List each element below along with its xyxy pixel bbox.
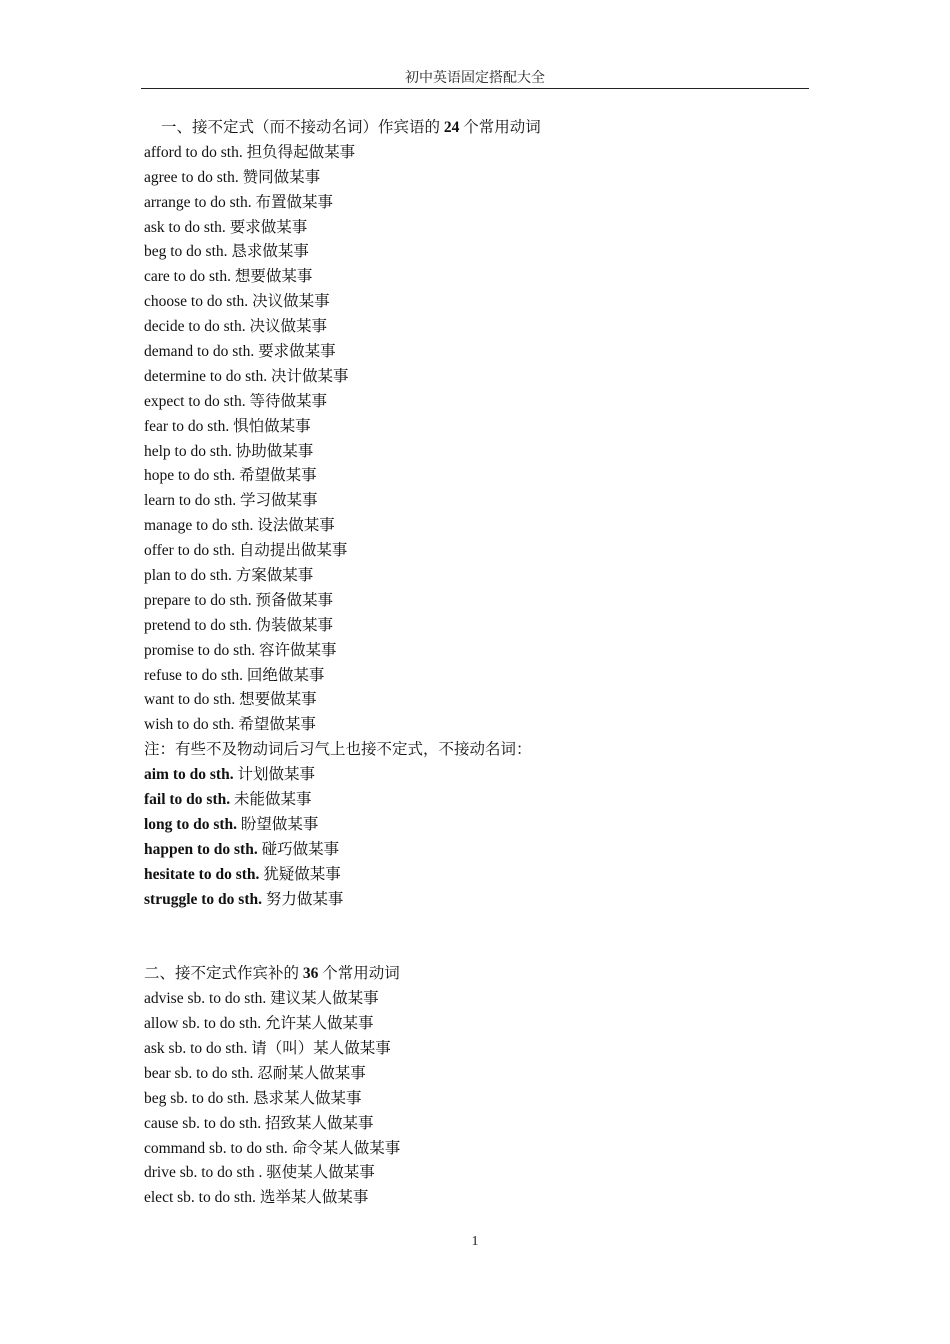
phrase-chinese: 设法做某事 <box>257 517 335 535</box>
list-item <box>144 315 794 340</box>
list-item <box>144 390 794 415</box>
phrase-english: plan to do sth. <box>144 567 232 585</box>
phrase-english: refuse to do sth. <box>144 666 244 684</box>
list-item <box>144 514 794 539</box>
phrase-chinese: 自动提出做某事 <box>238 542 348 560</box>
phrase-chinese: 预备做某事 <box>255 591 333 609</box>
list-item <box>144 664 794 689</box>
phrase-chinese: 允许某人做某事 <box>265 1015 374 1033</box>
phrase-chinese: 容许做某事 <box>258 641 337 659</box>
phrase-chinese: 驱使某人做某事 <box>266 1164 375 1182</box>
list-item <box>144 141 794 166</box>
phrase-english: care to do sth. <box>144 268 231 286</box>
phrase-chinese: 决计做某事 <box>271 367 349 385</box>
phrase-english: hesitate to do sth. <box>144 865 260 883</box>
phrase-chinese: 协助做某事 <box>235 442 314 460</box>
phrase-chinese: 决议做某事 <box>249 318 327 336</box>
phrase-english: want to do sth. <box>144 691 236 709</box>
phrase-chinese: 要求做某事 <box>258 343 336 361</box>
list-item <box>144 788 794 813</box>
phrase-english: beg sb. to do sth. <box>144 1089 250 1107</box>
phrase-english: advise sb. to do sth. <box>144 990 267 1008</box>
list-item <box>144 1062 794 1087</box>
phrase-chinese: 想要做某事 <box>239 691 317 709</box>
list-item <box>144 1087 794 1112</box>
phrase-english: arrange to do sth. <box>144 193 252 211</box>
phrase-chinese: 希望做某事 <box>238 716 316 734</box>
list-item <box>144 191 794 216</box>
phrase-chinese: 未能做某事 <box>234 791 312 809</box>
list-item <box>144 589 794 614</box>
list-item <box>144 1012 794 1037</box>
phrase-chinese: 伪装做某事 <box>255 616 334 634</box>
list-item <box>144 489 794 514</box>
phrase-english: wish to do sth. <box>144 716 235 734</box>
section-2-heading: 二、接不定式作宾补的 36 个常用动词 <box>144 965 400 983</box>
phrase-english: afford to do sth. <box>144 143 243 161</box>
page-header: 初中英语固定搭配大全 <box>405 71 545 86</box>
phrase-english: ask sb. to do sth. <box>144 1039 248 1057</box>
list-item <box>144 440 794 465</box>
phrase-chinese: 命令某人做某事 <box>291 1139 401 1157</box>
phrase-english: ask to do sth. <box>144 218 226 236</box>
page-number: 1 <box>471 1234 479 1249</box>
list-item <box>144 265 794 290</box>
phrase-chinese: 犹疑做某事 <box>263 865 341 883</box>
phrase-english: struggle to do sth. <box>144 890 262 908</box>
list-item <box>144 987 794 1012</box>
phrase-english: elect sb. to do sth. <box>144 1189 256 1207</box>
list-item <box>144 763 794 788</box>
phrase-english: choose to do sth. <box>144 293 249 311</box>
list-item <box>144 614 794 639</box>
section-1-note: 注：有些不及物动词后习气上也接不定式，不接动名词： <box>144 741 532 759</box>
phrase-english: demand to do sth. <box>144 343 255 361</box>
phrase-english: manage to do sth. <box>144 517 254 535</box>
list-item <box>144 166 794 191</box>
phrase-chinese: 担负得起做某事 <box>246 143 356 161</box>
phrase-chinese: 想要做某事 <box>234 268 313 286</box>
phrase-chinese: 方案做某事 <box>235 567 314 585</box>
phrase-english: promise to do sth. <box>144 641 256 659</box>
phrase-english: determine to do sth. <box>144 367 268 385</box>
phrase-chinese: 赞同做某事 <box>242 168 321 186</box>
phrase-chinese: 布置做某事 <box>255 193 333 211</box>
list-item <box>144 1137 794 1162</box>
phrase-chinese: 招致某人做某事 <box>264 1114 374 1132</box>
list-item <box>144 813 794 838</box>
phrase-english: learn to do sth. <box>144 492 237 510</box>
phrase-english: happen to do sth. <box>144 840 258 858</box>
list-item <box>144 464 794 489</box>
phrase-english: prepare to do sth. <box>144 591 252 609</box>
phrase-english: decide to do sth. <box>144 318 246 336</box>
list-item <box>144 1161 794 1186</box>
section-2-list <box>144 987 794 1211</box>
phrase-english: expect to do sth. <box>144 392 246 410</box>
phrase-chinese: 希望做某事 <box>239 467 317 485</box>
phrase-english: command sb. to do sth. <box>144 1139 288 1157</box>
phrase-chinese: 决议做某事 <box>252 293 330 311</box>
section-1-note-list <box>144 763 794 912</box>
phrase-chinese: 回绝做某事 <box>246 666 325 684</box>
document-body <box>144 116 794 1211</box>
phrase-chinese: 努力做某事 <box>265 890 344 908</box>
list-item <box>144 564 794 589</box>
list-item <box>144 415 794 440</box>
list-item <box>144 365 794 390</box>
phrase-english: pretend to do sth. <box>144 616 252 634</box>
list-item <box>144 713 794 738</box>
phrase-chinese: 碰巧做某事 <box>261 840 340 858</box>
header-divider <box>141 88 809 89</box>
phrase-english: bear sb. to do sth. <box>144 1064 254 1082</box>
phrase-english: drive sb. to do sth . <box>144 1164 263 1182</box>
phrase-english: help to do sth. <box>144 442 232 460</box>
section-1-list <box>144 141 794 738</box>
phrase-chinese: 建议某人做某事 <box>270 990 379 1008</box>
list-item <box>144 1037 794 1062</box>
section-1-heading: 一、接不定式（而不接动名词）作宾语的 24 个常用动词 <box>161 119 541 136</box>
section-gap <box>144 913 794 963</box>
phrase-chinese: 惧怕做某事 <box>233 417 311 435</box>
phrase-chinese: 忍耐某人做某事 <box>257 1064 366 1082</box>
list-item <box>144 888 794 913</box>
phrase-chinese: 学习做某事 <box>240 492 318 510</box>
phrase-english: fear to do sth. <box>144 417 230 435</box>
phrase-chinese: 请（叫）某人做某事 <box>251 1039 391 1057</box>
list-item <box>144 539 794 564</box>
phrase-english: fail to do sth. <box>144 791 231 809</box>
list-item <box>144 639 794 664</box>
phrase-english: offer to do sth. <box>144 542 235 560</box>
phrase-english: aim to do sth. <box>144 766 234 784</box>
phrase-chinese: 计划做某事 <box>237 766 315 784</box>
list-item <box>144 240 794 265</box>
phrase-chinese: 恳求做某事 <box>231 243 309 261</box>
phrase-english: hope to do sth. <box>144 467 236 485</box>
phrase-chinese: 选举某人做某事 <box>259 1189 369 1207</box>
phrase-english: allow sb. to do sth. <box>144 1015 262 1033</box>
list-item <box>144 216 794 241</box>
phrase-chinese: 要求做某事 <box>229 218 308 236</box>
list-item <box>144 340 794 365</box>
phrase-english: long to do sth. <box>144 815 238 833</box>
phrase-english: beg to do sth. <box>144 243 228 261</box>
list-item <box>144 838 794 863</box>
phrase-chinese: 等待做某事 <box>249 392 327 410</box>
list-item <box>144 863 794 888</box>
list-item <box>144 290 794 315</box>
phrase-chinese: 盼望做某事 <box>240 815 319 833</box>
phrase-chinese: 恳求某人做某事 <box>252 1089 362 1107</box>
list-item <box>144 1186 794 1211</box>
phrase-english: cause sb. to do sth. <box>144 1114 262 1132</box>
phrase-english: agree to do sth. <box>144 168 239 186</box>
list-item <box>144 688 794 713</box>
list-item <box>144 1112 794 1137</box>
